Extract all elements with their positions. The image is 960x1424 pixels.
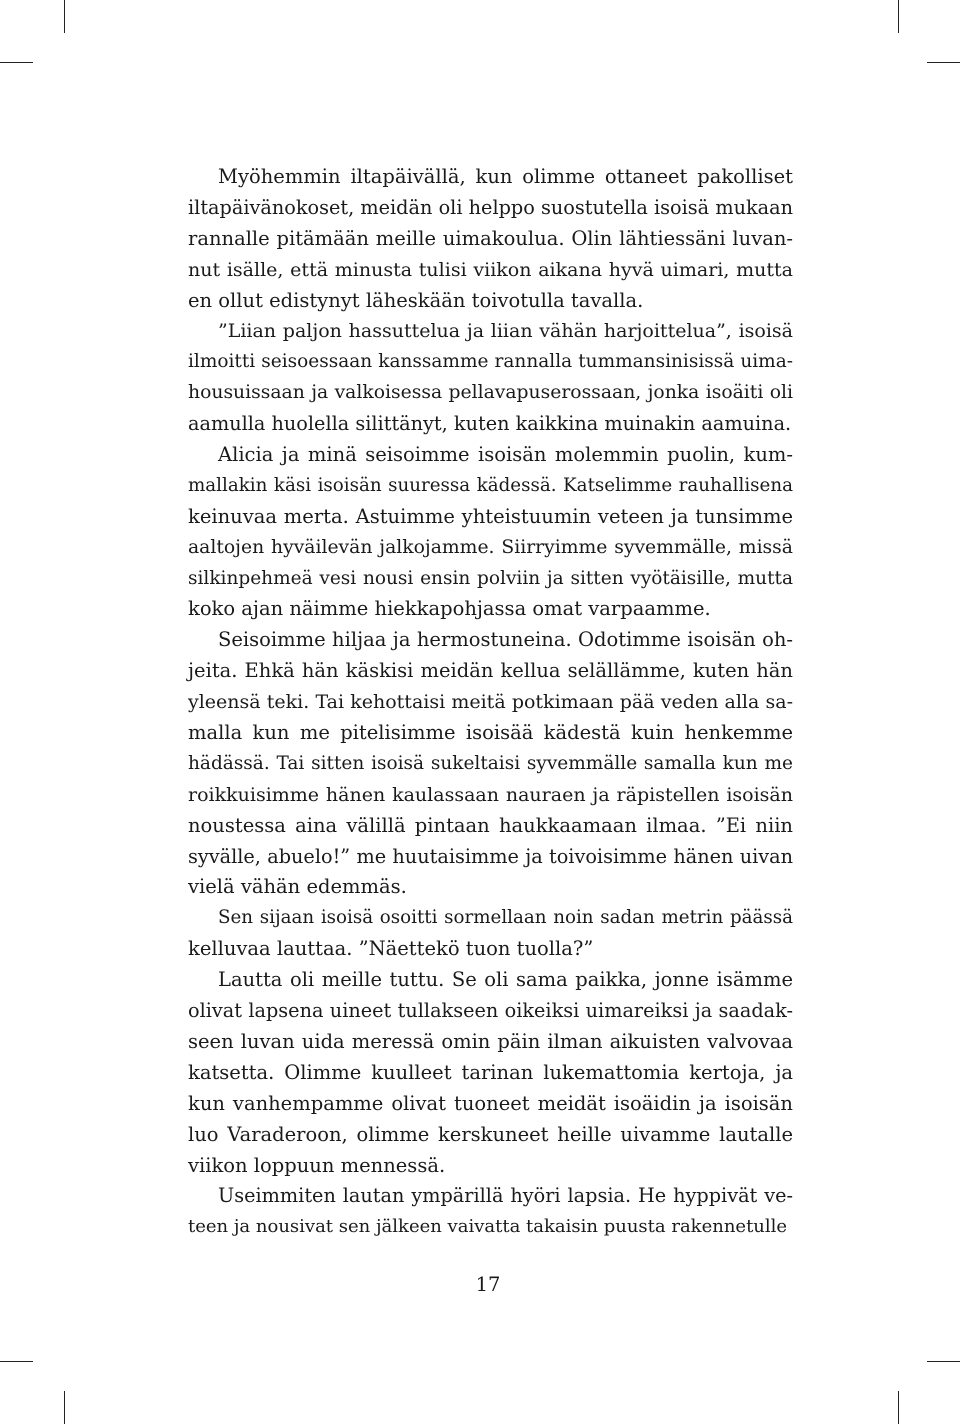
paragraph xyxy=(188,162,793,316)
text-line: en ollut edistynyt läheskään toivotulla tavalla. xyxy=(188,288,644,312)
text-line: koko ajan näimme hiekkapohjassa omat varpaamme. xyxy=(188,597,711,621)
text-line: Useimmiten lautan ympärillä hyöri lapsia. He hyppivät ve- xyxy=(218,1184,793,1208)
crop-mark-top-right-horizontal xyxy=(927,62,960,63)
text-line: malla kun me pitelisimme isoisää kädestä kuin henkemme xyxy=(188,721,793,745)
text-line: rannalle pitämään meille uimakoulua. Olin lähtiessäni luvan- xyxy=(188,226,793,250)
crop-mark-top-right-vertical xyxy=(898,0,899,33)
body-text xyxy=(188,162,793,1243)
text-line: ilmoitti seisoessaan kanssamme rannalla tummansinisissä uima- xyxy=(188,351,793,373)
text-line: yleensä teki. Tai kehottaisi meitä potkimaan pää veden alla sa- xyxy=(188,691,793,714)
text-line: kelluvaa lauttaa. ”Näettekö tuon tuolla?” xyxy=(188,937,594,961)
text-line: keinuvaa merta. Astuimme yhteistuumin veteen ja tunsimme xyxy=(188,504,793,528)
text-line: iltapäivänokoset, meidän oli helppo suostutella isoisä mukaan xyxy=(188,195,793,219)
text-line: roikkuisimme hänen kaulassaan nauraen ja räpistellen isoisän xyxy=(188,783,793,806)
text-line: noustessa aina välillä pintaan haukkaamaan ilmaa. ”Ei niin xyxy=(188,813,793,837)
paragraph xyxy=(188,316,793,440)
page-number: 17 xyxy=(475,1273,501,1296)
text-line: teen ja nousivat sen jälkeen vaivatta takaisin puusta rakennetulle xyxy=(188,1216,788,1238)
text-line: nut isälle, että minusta tulisi viikon aikana hyvä uimari, mutta xyxy=(188,258,793,281)
text-line: aaltojen hyväilevän jalkojamme. Siirryimme syvemmälle, missä xyxy=(188,536,793,558)
text-line: viikon loppuun mennessä. xyxy=(188,1153,446,1177)
paragraph xyxy=(188,1181,793,1243)
crop-mark-bottom-left-horizontal xyxy=(0,1361,33,1362)
text-line: ”Liian paljon hassuttelua ja liian vähän harjoittelua”, isoisä xyxy=(218,320,793,343)
text-line: kun vanhempamme olivat tuoneet meidät isoäidin ja isoisän xyxy=(188,1091,793,1115)
text-line: katsetta. Olimme kuulleet tarinan lukemattomia kertoja, ja xyxy=(188,1060,793,1084)
crop-mark-bottom-left-vertical xyxy=(64,1391,65,1424)
text-line: hädässä. Tai sitten isoisä sukeltaisi syvemmälle samalla kun me xyxy=(188,752,793,774)
paragraph xyxy=(188,903,793,965)
text-line: Sen sijaan isoisä osoitti sormellaan noin sadan metrin päässä xyxy=(218,907,793,929)
text-line: silkinpehmeä vesi nousi ensin polviin ja sitten vyötäisille, mutta xyxy=(188,567,793,589)
text-line: luo Varaderoon, olimme kerskuneet heille uivamme lautalle xyxy=(188,1122,793,1146)
text-line: mallakin käsi isoisän suuressa kädessä. Katselimme rauhallisena xyxy=(188,474,793,496)
text-line: jeita. Ehkä hän käskisi meidän kellua selällämme, kuten hän xyxy=(188,659,793,683)
paragraph xyxy=(188,965,793,1181)
text-line: Seisoimme hiljaa ja hermostuneina. Odotimme isoisän oh- xyxy=(218,628,793,652)
text-line: Lautta oli meille tuttu. Se oli sama paikka, jonne isämme xyxy=(218,968,793,992)
text-line: Alicia ja minä seisoimme isoisän molemmin puolin, kum- xyxy=(218,443,793,467)
crop-mark-bottom-right-vertical xyxy=(898,1391,899,1424)
crop-mark-top-left-horizontal xyxy=(0,62,33,63)
paragraph xyxy=(188,625,793,903)
crop-mark-top-left-vertical xyxy=(64,0,65,33)
text-line: Myöhemmin iltapäivällä, kun olimme ottaneet pakolliset xyxy=(218,165,793,188)
crop-mark-bottom-right-horizontal xyxy=(927,1361,960,1362)
text-line: vielä vähän edemmäs. xyxy=(188,875,407,899)
text-line: syvälle, abuelo!” me huutaisimme ja toivoisimme hänen uivan xyxy=(188,844,793,868)
text-line: aamulla huolella silittänyt, kuten kaikkina muinakin aamuina. xyxy=(188,412,792,436)
text-line: olivat lapsena uineet tullakseen oikeiksi uimareiksi ja saadak- xyxy=(188,999,793,1023)
text-line: housuissaan ja valkoisessa pellavapuserossaan, jonka isoäiti oli xyxy=(188,382,793,404)
text-line: seen luvan uida meressä omin päin ilman aikuisten valvovaa xyxy=(188,1029,793,1053)
paragraph xyxy=(188,440,793,625)
